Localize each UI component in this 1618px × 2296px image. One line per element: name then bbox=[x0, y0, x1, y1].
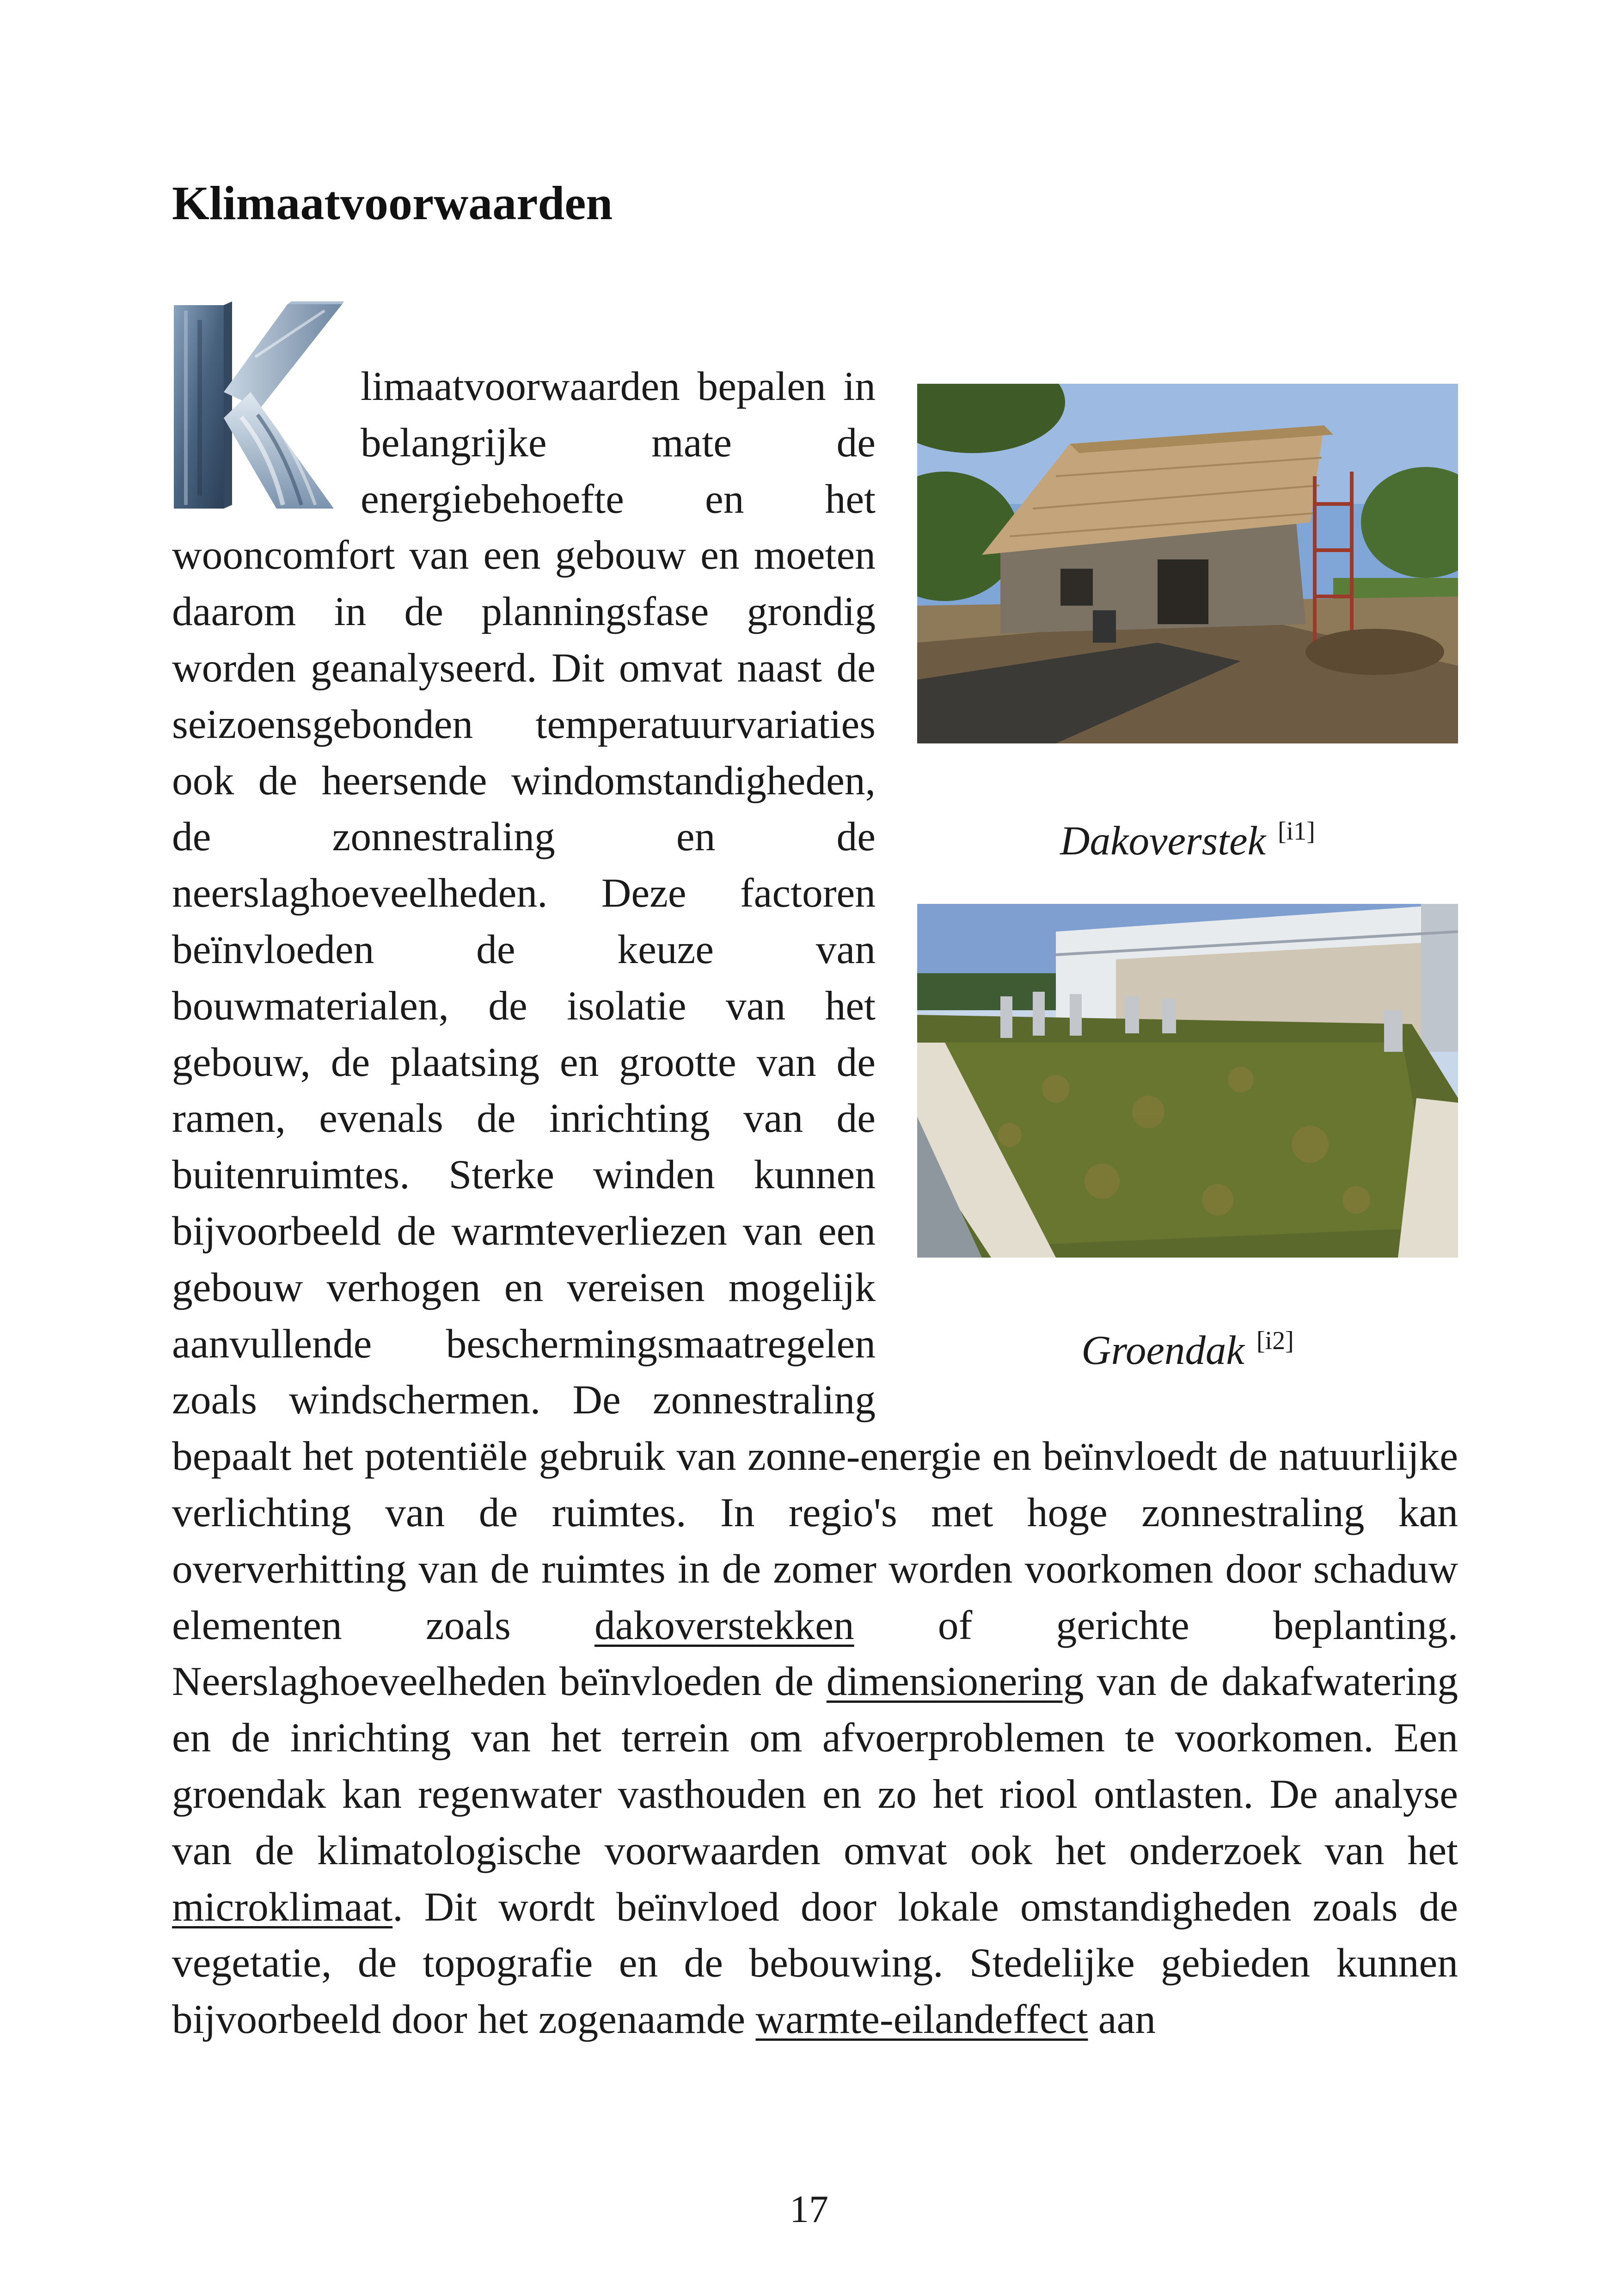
link-warmte-eilandeffect[interactable]: warmte-eilandeffect bbox=[755, 1996, 1088, 2043]
image-reference: [i1] bbox=[1277, 817, 1315, 846]
text-run: aan bbox=[1088, 1996, 1156, 2043]
text-run: van de dakafwatering en de inrichting van het terrein om afvoerproblemen te voorkomen. Een groendak kan regenwater vasthouden en zo het riool ontlasten. De analyse van de klimatologische voorwaarden omvat ook het onderzoek van het bbox=[172, 1658, 1458, 1873]
caption-groendak bbox=[917, 1313, 1458, 1379]
figure-column bbox=[894, 384, 1458, 1415]
house-photo-icon bbox=[917, 384, 1458, 743]
link-microklimaat[interactable]: microklimaat bbox=[172, 1884, 393, 1930]
image-reference: [i2] bbox=[1256, 1326, 1294, 1355]
caption-dakoverstek bbox=[917, 804, 1458, 870]
page-number: 17 bbox=[790, 2188, 828, 2231]
photo-groendak bbox=[917, 904, 1458, 1258]
text-run: limaatvoorwaarden bepalen in belangrijke mate de energiebehoefte en het wooncomfort van een gebouw en moeten daarom in de planningsfase grondig worden geanalyseerd. Dit omvat naast de seizoensgebonden temperatuurvariaties ook de heersende windomstandigheden, de zonnestraling en de neerslaghoeveelheden. Deze factoren beïnvloeden de keuze van bouwmaterialen, de isolatie van het gebouw, de plaatsing en grootte van de ramen, evenals de inrichting van de buitenruimtes. Sterke winden kunnen bijvoorbeeld de warmteverliezen van een gebouw verhogen en vereisen mogelijk aanvullende beschermingsmaatregelen zoals windschermen. De zonnestraling bepaalt het potentiële gebruik van zonne-energie en beïnvloedt de natuurlijke verlichting van de ruimtes. In regio's met hoge zonnestraling kan oververhitting van de ruimtes in de zomer worden voorkomen door schaduw elementen zoals bbox=[172, 363, 1458, 1648]
drop-cap-k-icon bbox=[172, 301, 344, 510]
drop-cap-k bbox=[172, 301, 361, 521]
page-title: Klimaatvoorwaarden bbox=[172, 177, 613, 230]
link-dimensionering[interactable]: dimensionering bbox=[826, 1658, 1084, 1705]
text-run: . Dit wordt beïnvloed door lokale omstandigheden zoals de vegetatie, de topografie en de bebouwing. Stedelijke gebieden kunnen bijvoorbeeld door het zogenaamde bbox=[172, 1884, 1458, 2043]
body-text bbox=[172, 358, 1458, 2048]
text-run: of gerichte beplanting. Neerslaghoeveelheden beïnvloeden de bbox=[172, 1602, 1459, 1705]
green-roof-photo-icon bbox=[917, 904, 1458, 1258]
photo-dakoverstek bbox=[917, 384, 1458, 743]
link-dakoverstekken[interactable]: dakoverstekken bbox=[594, 1602, 854, 1648]
caption-text: Groendak bbox=[1081, 1328, 1244, 1373]
caption-text: Dakoverstek bbox=[1060, 818, 1266, 864]
